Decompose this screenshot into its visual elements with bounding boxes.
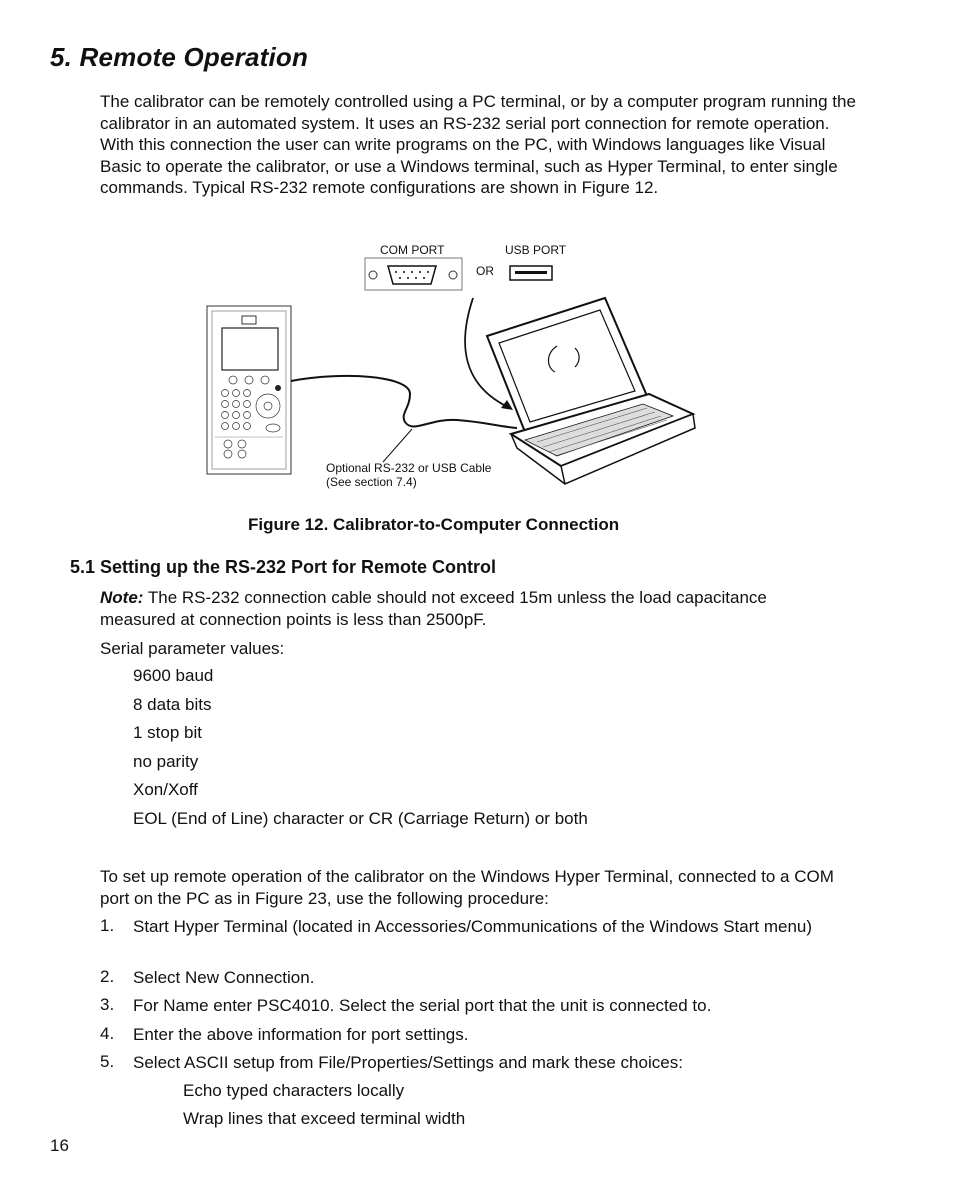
serial-parameters-label: Serial parameter values: <box>100 639 285 658</box>
step-text: Select ASCII setup from File/Properties/Settings and mark these choices: <box>133 1053 683 1072</box>
choice-wrap: Wrap lines that exceed terminal width <box>183 1109 466 1128</box>
step-number: 1. <box>100 916 115 935</box>
procedure-intro: To set up remote operation of the calibrator on the Windows Hyper Terminal, connected to a COM port on the PC as in Figure 23, use the following procedure: <box>100 867 834 908</box>
param-flow-control: Xon/Xoff <box>133 780 198 799</box>
cable-label-line1: Optional RS-232 or USB Cable <box>326 461 492 475</box>
step-number: 3. <box>100 995 115 1014</box>
calibrator-device-icon <box>207 306 291 474</box>
note-paragraph <box>100 587 840 630</box>
com-port-label: COM PORT <box>380 243 445 257</box>
figure-caption: Figure 12. Calibrator-to-Computer Connection <box>248 515 620 534</box>
param-parity: no parity <box>133 752 199 771</box>
step-number: 2. <box>100 967 115 986</box>
param-eol: EOL (End of Line) character or CR (Carriage Return) or both <box>133 809 588 828</box>
laptop-icon <box>487 298 695 484</box>
intro-paragraph: The calibrator can be remotely controlled using a PC terminal, or by a computer program running the calibrator in an automated system. It uses an RS-232 serial port connection for remote operation. With this connection the user can write programs on the PC, with Windows languages like Visual Basic to operate the calibrator, or use a Windows terminal, such as Hyper Terminal, to enter single commands. Typical RS-232 remote configurations are shown in Figure 12. <box>100 92 856 198</box>
section-heading: 5.1 Setting up the RS-232 Port for Remote Control <box>70 557 497 577</box>
param-stop-bit: 1 stop bit <box>133 723 202 742</box>
com-port-icon <box>365 258 462 290</box>
connection-diagram <box>195 236 755 498</box>
choice-echo: Echo typed characters locally <box>183 1081 405 1100</box>
step-number: 5. <box>100 1052 115 1071</box>
step-text: Start Hyper Terminal (located in Accessories/Communications of the Windows Start menu) <box>133 917 813 936</box>
param-baud: 9600 baud <box>133 666 214 685</box>
cable <box>291 376 517 428</box>
or-label: OR <box>476 264 494 278</box>
param-data-bits: 8 data bits <box>133 695 212 714</box>
step-text: For Name enter PSC4010. Select the serial port that the unit is connected to. <box>133 996 712 1015</box>
usb-port-icon <box>510 266 552 280</box>
page-title: 5. Remote Operation <box>50 42 309 72</box>
step-text: Enter the above information for port settings. <box>133 1025 469 1044</box>
cable-label-line2: (See section 7.4) <box>326 475 417 489</box>
note-text: The RS-232 connection cable should not exceed 15m unless the load capacitance measured at connection points is less than 2500pF. <box>100 588 767 629</box>
usb-port-label: USB PORT <box>505 243 567 257</box>
note-label: Note: <box>100 588 144 607</box>
step-text: Select New Connection. <box>133 968 315 987</box>
page-number: 16 <box>50 1136 69 1155</box>
step-number: 4. <box>100 1024 115 1043</box>
